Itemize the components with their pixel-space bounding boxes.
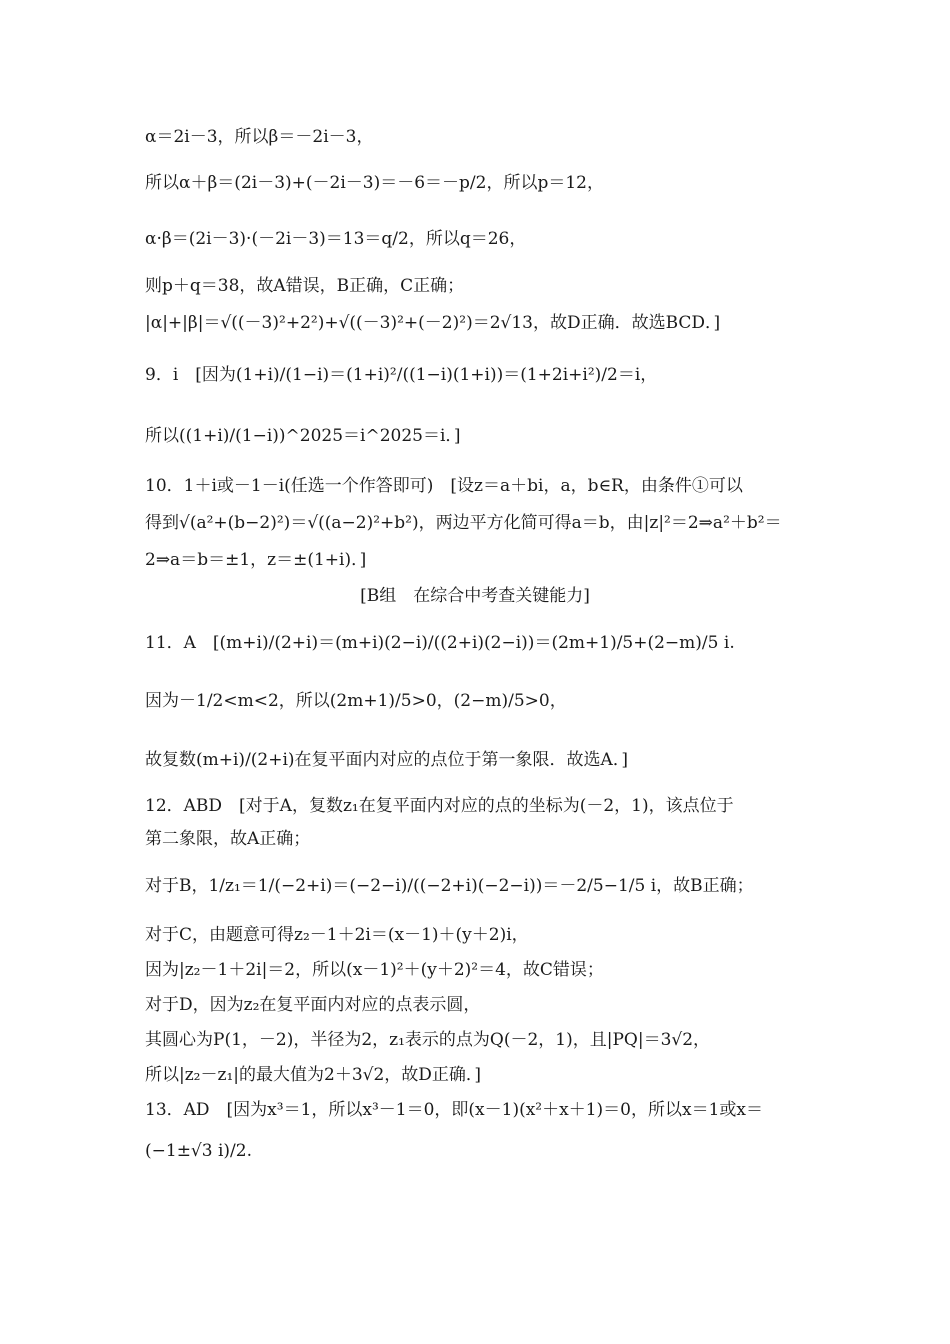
text-line: 所以((1+i)/(1−i))^2025＝i^2025＝i．] <box>145 426 461 446</box>
text-line: 得到√(a²+(b−2)²)＝√((a−2)²+b²)，两边平方化简可得a＝b，由|z|²＝2⇒a²＋b²＝ <box>145 513 782 533</box>
text-line: 对于B，1/z₁＝1/(−2+i)＝(−2−i)/((−2+i)(−2−i))＝－2/5−1/5 i，故B正确； <box>145 876 754 896</box>
text-line: 9．i [因为(1+i)/(1−i)＝(1+i)²/((1−i)(1+i))＝(1+2i+i²)/2＝i， <box>145 365 658 385</box>
text-line: 10．1＋i或－1－i(任选一个作答即可) [设z＝a＋bi，a，b∈R，由条件①可以 <box>145 476 743 496</box>
text-line: 所以|z₂－z₁|的最大值为2＋3√2，故D正确．] <box>145 1065 482 1085</box>
text-line: 12．ABD [对于A，复数z₁在复平面内对应的点的坐标为(－2，1)，该点位于 <box>145 796 734 816</box>
text-line: 第二象限，故A正确； <box>145 829 311 849</box>
text-line: 则p＋q＝38，故A错误，B正确，C正确； <box>145 276 465 296</box>
text-line: |α|+|β|＝√((－3)²+2²)+√((－3)²+(－2)²)＝2√13，故D正确．故选BCD．] <box>145 313 721 333</box>
text-line: 13．AD [因为x³＝1，所以x³－1＝0，即(x－1)(x²＋x＋1)＝0，所以x＝1或x＝ <box>145 1100 763 1120</box>
text-line: 2⇒a＝b＝±1，z＝±(1+i)．] <box>145 550 367 570</box>
text-line: 其圆心为P(1，－2)，半径为2，z₁表示的点为Q(－2，1)，且|PQ|＝3√2， <box>145 1030 711 1050</box>
text-line: 11．A [(m+i)/(2+i)＝(m+i)(2−i)/((2+i)(2−i))＝(2m+1)/5+(2−m)/5 i. <box>145 633 735 653</box>
text-line: 因为|z₂－1＋2i|＝2，所以(x－1)²＋(y＋2)²＝4，故C错误； <box>145 960 604 980</box>
text-line: 故复数(m+i)/(2+i)在复平面内对应的点位于第一象限．故选A．] <box>145 750 628 770</box>
text-line: α·β＝(2i－3)·(－2i－3)＝13＝q/2，所以q＝26， <box>145 229 527 249</box>
text-line: α＝2i－3，所以β＝－2i－3， <box>145 127 374 147</box>
text-line: 所以α＋β＝(2i－3)+(－2i－3)＝－6＝－p/2，所以p＝12， <box>145 173 604 193</box>
text-line: 对于C，由题意可得z₂－1＋2i＝(x－1)＋(y＋2)i， <box>145 925 529 945</box>
text-line: (−1±√3 i)/2. <box>145 1141 253 1161</box>
text-line: 对于D，因为z₂在复平面内对应的点表示圆， <box>145 995 481 1015</box>
text-line: 因为－1/2<m<2，所以(2m+1)/5>0，(2−m)/5>0， <box>145 691 567 711</box>
section-heading: [B组 在综合中考查关键能力] <box>360 586 590 606</box>
